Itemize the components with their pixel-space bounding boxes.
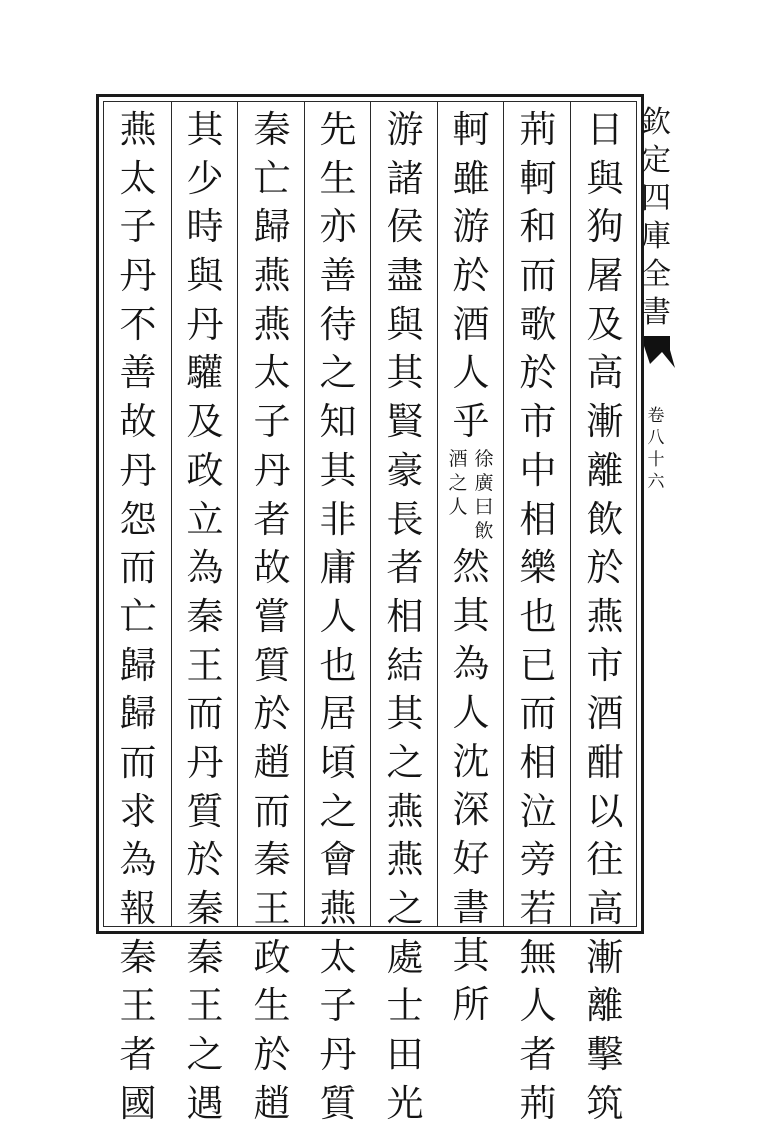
text-char: 嘗	[253, 594, 291, 638]
text-char: 好	[452, 836, 490, 880]
text-char: 雖	[452, 156, 490, 200]
text-char: 相	[519, 497, 557, 541]
text-char: 漸	[586, 935, 624, 979]
text-char: 其	[386, 692, 424, 736]
text-char: 擊	[586, 1033, 624, 1077]
text-char: 與	[586, 156, 624, 200]
text-char: 筑	[586, 1081, 624, 1125]
text-char: 而	[519, 254, 557, 298]
text-char: 燕	[253, 254, 291, 298]
text-char: 酒	[586, 692, 624, 736]
text-char: 無	[519, 935, 557, 979]
text-char: 歸	[119, 692, 157, 736]
column-rule	[370, 101, 371, 927]
text-char: 所	[452, 983, 490, 1026]
text-char: 賢	[386, 400, 424, 444]
text-char: 丹	[319, 1033, 357, 1077]
text-char: 國	[119, 1081, 157, 1125]
text-column-1	[578, 106, 632, 1125]
text-char: 之	[319, 789, 357, 833]
text-char: 與	[386, 302, 424, 346]
text-char: 王	[119, 984, 157, 1028]
text-column-4	[378, 106, 432, 1125]
text-char: 秦	[186, 935, 224, 979]
text-char: 之	[186, 1033, 224, 1077]
note-char: 飲	[474, 519, 494, 542]
text-char: 乎	[452, 400, 490, 444]
text-column-6	[245, 106, 299, 1125]
text-char: 之	[386, 740, 424, 784]
text-char: 立	[186, 497, 224, 541]
text-char: 於	[253, 692, 291, 736]
text-char: 已	[519, 643, 557, 687]
note-char: 廣	[474, 471, 494, 494]
commentary-note-right	[473, 447, 495, 543]
note-char: 酒	[448, 447, 468, 470]
text-char: 諸	[386, 156, 424, 200]
text-char: 於	[586, 546, 624, 590]
text-column-8	[111, 106, 165, 1125]
text-char: 然	[452, 544, 490, 588]
text-column-2	[511, 106, 565, 1125]
title-char: 書	[641, 295, 671, 330]
note-char: 人	[448, 495, 468, 518]
text-char: 燕	[386, 789, 424, 833]
text-char: 亡	[119, 594, 157, 638]
text-char: 丹	[119, 448, 157, 492]
text-char: 中	[519, 448, 557, 492]
text-char: 丹	[119, 254, 157, 298]
text-char: 離	[586, 448, 624, 492]
text-char: 於	[519, 351, 557, 395]
title-char: 庫	[641, 219, 671, 254]
column-rule	[437, 101, 438, 927]
text-char: 荊	[519, 108, 557, 151]
text-char: 人	[319, 594, 357, 638]
text-char: 故	[253, 546, 291, 590]
text-char: 政	[253, 935, 291, 979]
text-char: 丹	[186, 740, 224, 784]
text-char: 於	[186, 838, 224, 882]
text-char: 質	[253, 643, 291, 687]
note-char: 曰	[474, 495, 494, 518]
text-char: 怨	[119, 497, 157, 541]
text-char: 軻	[452, 108, 490, 151]
text-char: 結	[386, 643, 424, 687]
text-char: 燕	[253, 302, 291, 346]
text-char: 游	[386, 108, 424, 151]
text-char: 高	[586, 351, 624, 395]
text-char: 離	[586, 984, 624, 1028]
text-char: 子	[319, 984, 357, 1028]
text-char: 歸	[253, 205, 291, 249]
text-char: 故	[119, 400, 157, 444]
fishtail-mark-icon	[642, 334, 676, 370]
text-char: 秦	[186, 887, 224, 930]
text-char: 其	[319, 448, 357, 492]
text-char: 光	[386, 1081, 424, 1125]
text-char: 於	[253, 1033, 291, 1077]
text-char: 者	[119, 1033, 157, 1077]
text-char: 游	[452, 205, 490, 249]
text-char: 市	[586, 643, 624, 687]
text-char: 不	[119, 302, 157, 346]
text-char: 先	[319, 108, 357, 151]
text-char: 以	[586, 789, 624, 833]
text-char: 秦	[186, 594, 224, 638]
text-char: 相	[386, 594, 424, 638]
text-char: 報	[119, 887, 157, 930]
text-char: 趙	[253, 740, 291, 784]
column-rule	[570, 101, 571, 927]
text-char: 人	[452, 351, 490, 395]
text-char: 時	[186, 205, 224, 249]
text-char: 而	[119, 546, 157, 590]
text-column-3	[444, 106, 498, 1026]
text-char: 子	[119, 205, 157, 249]
text-char: 泣	[519, 789, 557, 833]
volume-char: 十	[647, 450, 665, 470]
volume-char: 八	[647, 428, 665, 448]
text-char: 善	[319, 254, 357, 298]
text-char: 漸	[586, 400, 624, 444]
text-char: 庸	[319, 546, 357, 590]
text-char: 居	[319, 692, 357, 736]
text-char: 高	[586, 887, 624, 930]
text-char: 於	[452, 254, 490, 298]
text-char: 者	[519, 1033, 557, 1077]
text-char: 太	[119, 156, 157, 200]
text-char: 燕	[386, 838, 424, 882]
text-char: 丹	[253, 448, 291, 492]
text-char: 和	[519, 205, 557, 249]
text-char: 也	[319, 643, 357, 687]
text-char: 飲	[586, 497, 624, 541]
volume-number	[638, 405, 674, 493]
text-char: 人	[452, 690, 490, 734]
text-char: 王	[186, 984, 224, 1028]
title-char: 四	[641, 181, 671, 216]
text-char: 生	[319, 156, 357, 200]
text-char: 質	[319, 1081, 357, 1125]
text-char: 子	[253, 400, 291, 444]
text-char: 生	[253, 984, 291, 1028]
commentary-note	[447, 447, 495, 543]
text-char: 市	[519, 400, 557, 444]
text-char: 歸	[119, 643, 157, 687]
text-char: 亦	[319, 205, 357, 249]
text-char: 趙	[253, 1081, 291, 1125]
text-char: 相	[519, 740, 557, 784]
text-char: 善	[119, 351, 157, 395]
text-char: 歌	[519, 302, 557, 346]
text-char: 書	[452, 885, 490, 929]
text-char: 處	[386, 935, 424, 979]
text-char: 亡	[253, 156, 291, 200]
text-char: 及	[586, 302, 624, 346]
text-char: 其	[186, 108, 224, 151]
text-char: 王	[253, 887, 291, 930]
text-char: 狗	[586, 205, 624, 249]
text-char: 若	[519, 887, 557, 930]
text-char: 及	[186, 400, 224, 444]
text-char: 深	[452, 788, 490, 832]
title-char: 全	[641, 257, 671, 292]
text-char: 之	[319, 351, 357, 395]
text-char: 政	[186, 448, 224, 492]
column-rule	[171, 101, 172, 927]
volume-char: 卷	[647, 406, 665, 426]
text-char: 王	[186, 643, 224, 687]
text-char: 士	[386, 984, 424, 1028]
text-char: 與	[186, 254, 224, 298]
text-char: 秦	[253, 838, 291, 882]
text-char: 丹	[186, 302, 224, 346]
text-char: 屠	[586, 254, 624, 298]
text-char: 待	[319, 302, 357, 346]
text-char: 軻	[519, 156, 557, 200]
text-char: 長	[386, 497, 424, 541]
text-char: 樂	[519, 546, 557, 590]
text-char: 頃	[319, 740, 357, 784]
text-char: 者	[386, 546, 424, 590]
text-char: 秦	[253, 108, 291, 151]
text-char: 遇	[186, 1081, 224, 1125]
text-char: 而	[119, 740, 157, 784]
volume-char: 六	[647, 472, 665, 492]
text-char: 秦	[119, 935, 157, 979]
text-char: 求	[119, 789, 157, 833]
text-char: 質	[186, 789, 224, 833]
title-char: 欽	[641, 105, 671, 140]
text-column-5	[311, 106, 365, 1125]
text-char: 酒	[452, 302, 490, 346]
text-char: 其	[386, 351, 424, 395]
text-char: 燕	[119, 108, 157, 151]
text-char: 燕	[319, 887, 357, 930]
text-char: 非	[319, 497, 357, 541]
book-title	[636, 104, 676, 332]
text-char: 而	[186, 692, 224, 736]
text-char: 為	[452, 642, 490, 686]
text-char: 日	[586, 108, 624, 151]
text-char: 其	[452, 934, 490, 978]
text-char: 者	[253, 497, 291, 541]
text-char: 人	[519, 984, 557, 1028]
text-char: 荊	[519, 1081, 557, 1125]
text-char: 之	[386, 887, 424, 930]
note-char: 之	[448, 471, 468, 494]
text-char: 其	[452, 593, 490, 637]
text-char: 燕	[586, 594, 624, 638]
text-char: 往	[586, 838, 624, 882]
text-char: 知	[319, 400, 357, 444]
commentary-note-left	[447, 447, 469, 519]
text-char: 太	[319, 935, 357, 979]
column-rule	[503, 101, 504, 927]
text-char: 為	[186, 546, 224, 590]
text-char: 驩	[186, 351, 224, 395]
text-char: 旁	[519, 838, 557, 882]
text-char: 少	[186, 156, 224, 200]
text-char: 為	[119, 838, 157, 882]
text-char: 會	[319, 838, 357, 882]
column-rule	[237, 101, 238, 927]
note-char: 徐	[474, 447, 494, 470]
text-char: 盡	[386, 254, 424, 298]
text-char: 侯	[386, 205, 424, 249]
text-char: 豪	[386, 448, 424, 492]
text-char: 而	[253, 789, 291, 833]
text-char: 而	[519, 692, 557, 736]
text-column-7	[178, 106, 232, 1125]
column-rule	[304, 101, 305, 927]
text-char: 太	[253, 351, 291, 395]
text-char: 酣	[586, 740, 624, 784]
title-char: 定	[641, 143, 671, 178]
text-char: 也	[519, 594, 557, 638]
text-char: 沈	[452, 739, 490, 783]
text-char: 田	[386, 1033, 424, 1077]
